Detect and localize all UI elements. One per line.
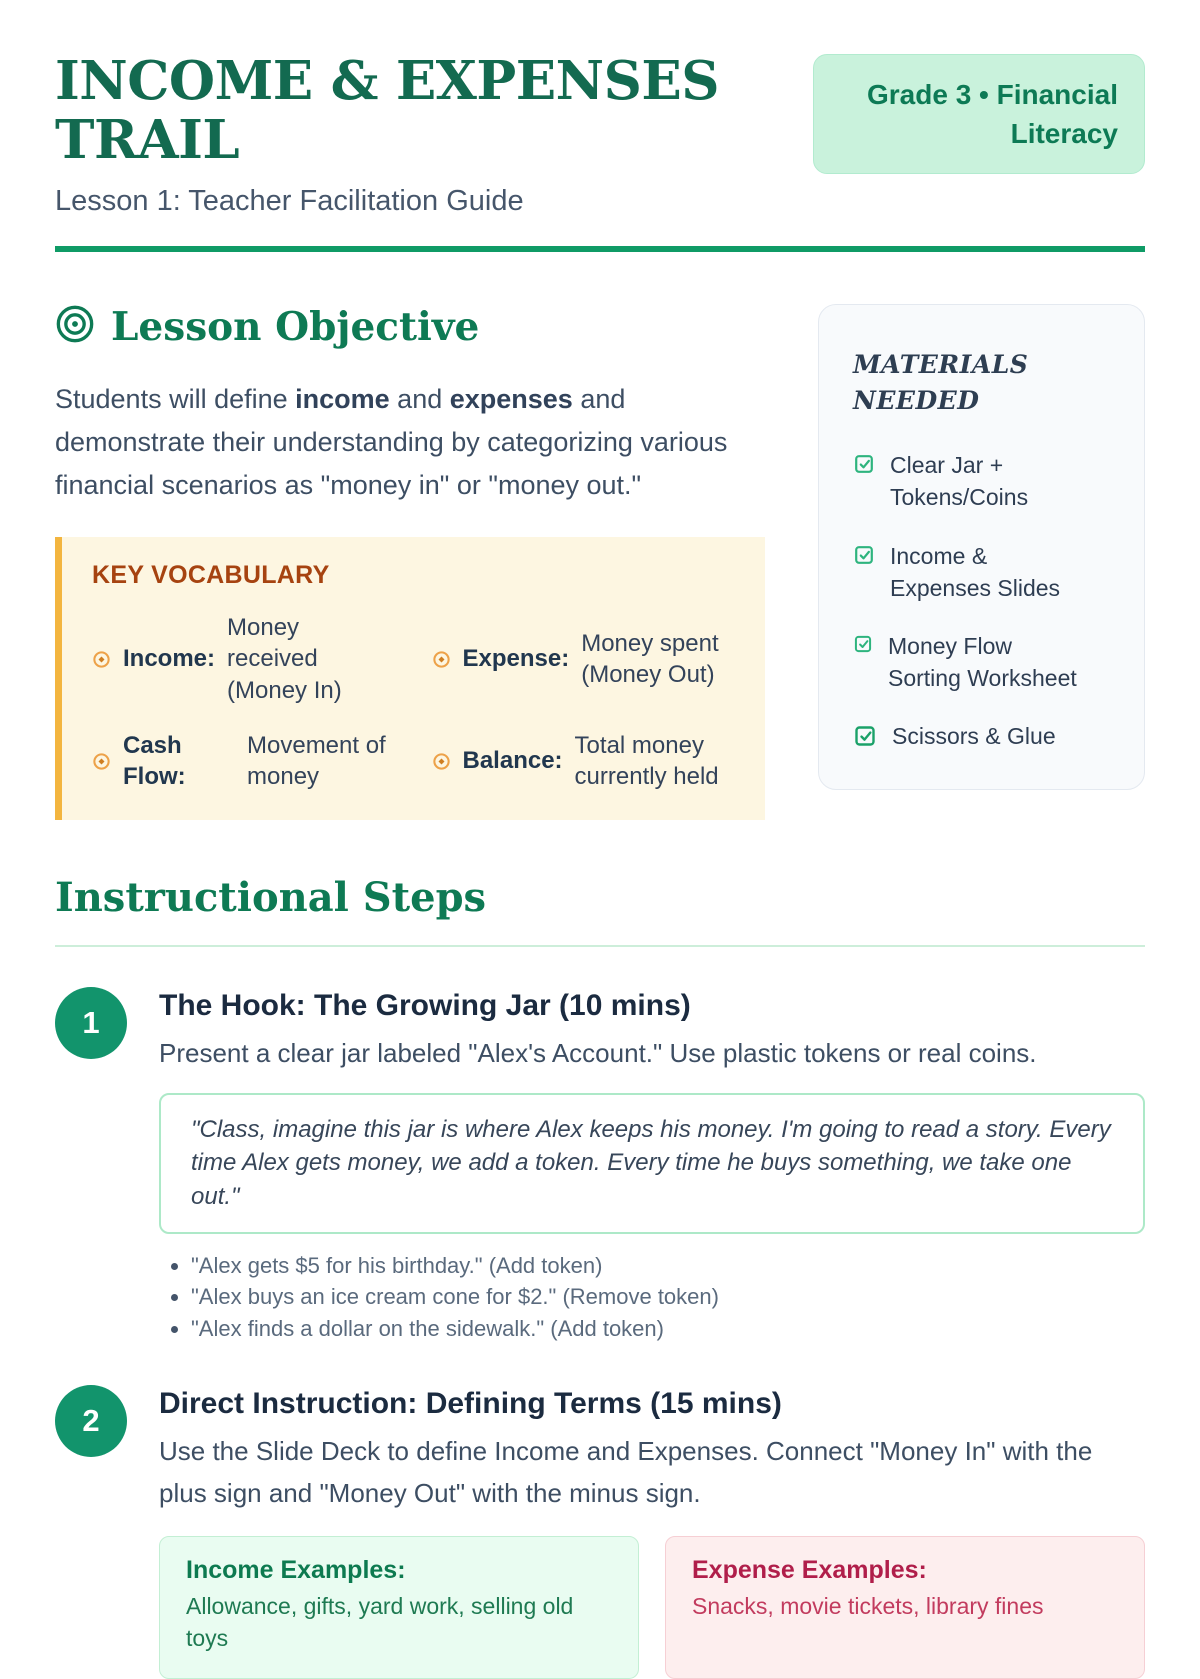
checkbox-checked-icon	[853, 453, 875, 475]
examples-grid	[159, 1536, 1145, 1678]
materials-item-label: Money Flow Sorting Worksheet	[888, 632, 1077, 692]
compass-bullet-icon	[432, 650, 451, 669]
compass-bullet-icon	[92, 752, 111, 771]
expense-examples-box	[665, 1536, 1145, 1678]
header-title-block	[55, 52, 745, 218]
vocab-term: Expense:	[462, 645, 570, 673]
lesson-objective-title: Lesson Objective	[111, 303, 480, 350]
materials-list-item	[853, 630, 1110, 694]
objective-column	[55, 304, 765, 821]
key-vocabulary-heading: KEY VOCABULARY	[92, 561, 330, 590]
vocab-term: Cash Flow:	[123, 731, 186, 791]
step-content	[159, 987, 1145, 1345]
step-body: Use the Slide Deck to define Income and Expenses. Connect "Money In" with the plus sign and "Money Out" with the minus sign.	[159, 1436, 1093, 1508]
materials-list-item	[853, 720, 1110, 752]
vocab-definition: Total money currently held	[574, 731, 719, 791]
teacher-script-quote: "Class, imagine this jar is where Alex keeps his money. I'm going to read a story. Every time Alex gets money, we add a token. Every time he buys something, we take one out."	[159, 1093, 1145, 1234]
step-1	[55, 987, 1145, 1345]
vocab-term: Balance:	[462, 747, 563, 775]
step-title: The Hook: The Growing Jar (10 mins)	[159, 989, 691, 1023]
compass-bullet-icon	[92, 650, 111, 669]
scenario-bullet-list	[159, 1250, 1145, 1346]
vocab-term: Income:	[123, 645, 216, 673]
objective-text-3: and demonstrate their understanding by categorizing various financial scenarios as "money in" or "money out."	[55, 383, 728, 501]
materials-item-label: Clear Jar + Tokens/Coins	[890, 452, 1029, 511]
scenario-bullet: • "Alex buys an ice cream cone for $2." (Remove token)	[191, 1281, 1145, 1313]
vocab-item-expense	[432, 612, 736, 706]
objective-text-1: Students will define	[55, 383, 296, 414]
materials-list-item	[853, 449, 1110, 513]
materials-list-item	[853, 540, 1110, 604]
step-title: Direct Instruction: Defining Terms (15 mins)	[159, 1387, 782, 1421]
lesson-objective-heading	[55, 304, 765, 350]
income-examples-text: Allowance, gifts, yard work, selling old toys	[186, 1593, 574, 1651]
instructional-steps-heading: Instructional Steps	[55, 874, 487, 922]
step-2	[55, 1385, 1145, 1678]
objective-bold-income: income	[295, 383, 390, 414]
checkbox-checked-icon	[853, 724, 877, 748]
page-title: INCOME & EXPENSES TRAIL	[55, 50, 720, 172]
vocab-item-balance	[432, 730, 736, 792]
compass-bullet-icon	[432, 752, 451, 771]
grade-badge: Grade 3 • Financial Literacy	[813, 54, 1145, 174]
target-icon	[55, 304, 95, 349]
step-number-badge: 1	[55, 987, 127, 1059]
header	[55, 52, 1145, 218]
objective-paragraph	[55, 378, 758, 508]
materials-heading: MATERIALS NEEDED	[853, 349, 1029, 415]
vocab-definition: Movement of money	[247, 731, 386, 791]
income-examples-box	[159, 1536, 639, 1678]
vocabulary-grid	[92, 612, 735, 792]
vocab-item-cash-flow	[92, 730, 396, 792]
scenario-bullet: • "Alex gets $5 for his birthday." (Add token)	[191, 1250, 1145, 1282]
materials-item-label: Income & Expenses Slides	[890, 542, 1061, 601]
materials-list	[853, 449, 1110, 752]
vocab-item-income	[92, 612, 396, 706]
materials-card	[818, 304, 1145, 790]
header-divider	[55, 246, 1145, 252]
step-content	[159, 1385, 1145, 1678]
checkbox-checked-icon	[853, 544, 875, 566]
objective-text-2: and	[389, 383, 450, 414]
step-number-badge: 2	[55, 1385, 127, 1457]
key-vocabulary-box	[55, 537, 765, 820]
scenario-bullet: • "Alex finds a dollar on the sidewalk." (Add token)	[191, 1313, 1145, 1345]
checkbox-checked-icon	[853, 634, 873, 654]
expense-examples-text: Snacks, movie tickets, library fines	[692, 1593, 1044, 1620]
steps-divider	[55, 945, 1145, 947]
vocab-definition: Money received (Money In)	[227, 614, 342, 704]
step-body: Present a clear jar labeled "Alex's Account." Use plastic tokens or real coins.	[159, 1038, 1037, 1069]
expense-examples-heading: Expense Examples:	[692, 1556, 927, 1585]
main-columns	[55, 304, 1145, 821]
materials-item-label: Scissors & Glue	[892, 723, 1056, 750]
vocab-definition: Money spent (Money Out)	[581, 629, 719, 689]
income-examples-heading: Income Examples:	[186, 1556, 406, 1585]
objective-bold-expenses: expenses	[449, 383, 573, 414]
page-subtitle: Lesson 1: Teacher Facilitation Guide	[55, 184, 524, 217]
